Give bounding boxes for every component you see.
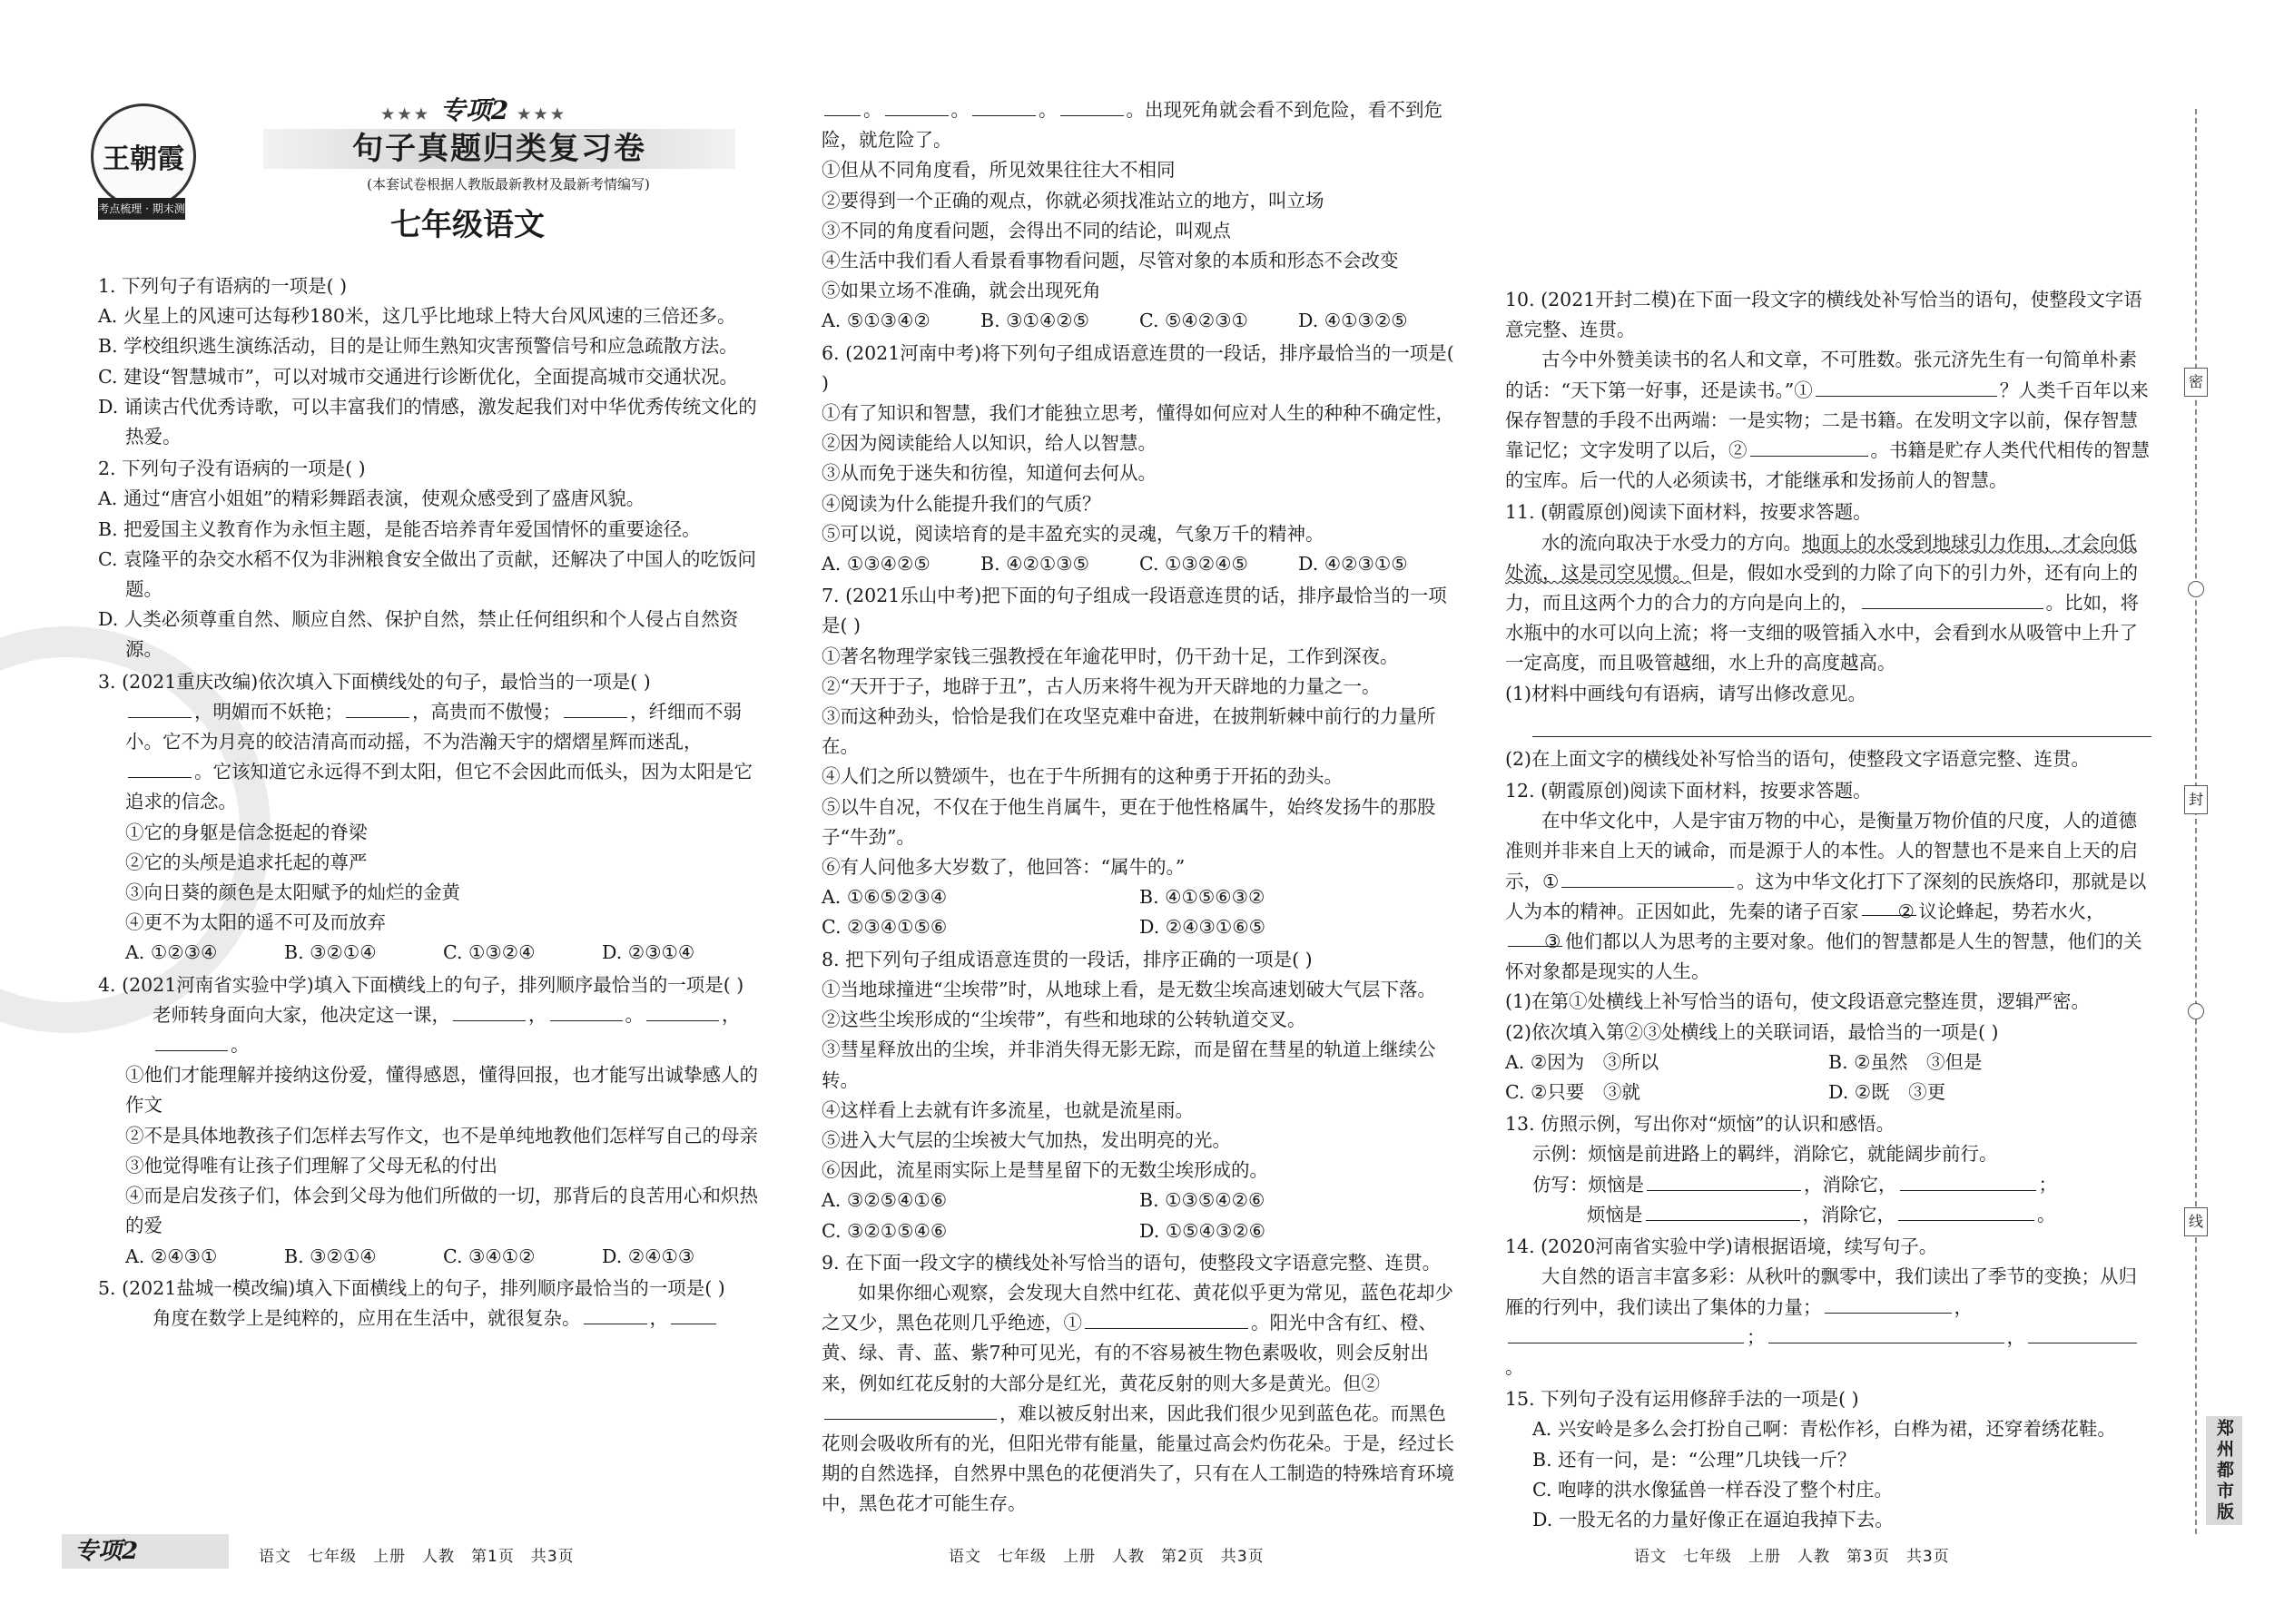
q7-options-row2	[822, 912, 1457, 942]
q8-option-d[interactable]: D. ①⑤④③②⑥	[1139, 1219, 1266, 1242]
q3-option-a[interactable]: A. ①②③④	[125, 941, 218, 964]
q8-sentence-4: ④这样看上去就有许多流星，也就是流星雨。	[822, 1098, 1194, 1121]
q6-option-d[interactable]: D. ④②③①⑤	[1298, 553, 1408, 576]
q7-option-b[interactable]: B. ④①⑤⑥③②	[1139, 886, 1265, 909]
q7-options-row1	[822, 882, 1457, 912]
q1-option-c: C. 建设“智慧城市”，可以对城市交通进行诊断优化，全面提高城市交通状况。	[98, 365, 738, 388]
paper-header	[82, 91, 772, 272]
q5-stem: 5. (2021盐城一模改编)填入下面横线上的句子，排列顺序最恰当的一项是( )	[98, 1276, 725, 1299]
q12-options-row1	[1505, 1048, 2151, 1078]
q7-option-c[interactable]: C. ②③④①⑤⑥	[822, 916, 948, 939]
q15-option-c[interactable]: C. 咆哮的洪水像猛兽一样吞没了整个村庄。	[1532, 1478, 1893, 1501]
binding-dashed-line	[2195, 109, 2197, 1534]
q4-stem: 4. (2021河南省实验中学)填入下面横线上的句子，排列顺序最恰当的一项是( )	[98, 973, 744, 996]
paper-title: 句子真题归类复习卷	[263, 129, 735, 169]
q7-stem: 7. (2021乐山中考)把下面的句子组成一段语意连贯的话，排序最恰当的一项是( )	[822, 585, 1447, 637]
special-label: ★★★ 专项2 ★★★	[381, 95, 568, 125]
q10-passage: 古今中外赞美读书的名人和文章，不可胜数。张元济先生有一句简单朴素的话：“天下第一好事，还是读书。”① ？人类千百年以来保存智慧的手段不出两端：一是实物；二是书籍。在发明文字以前，保存智慧靠记忆；文字发明了以后，② 。书籍是贮存人类代代相传的智慧的宝库。后一代的人必须读书，才能继承和发扬前人的智慧。	[1505, 349, 2150, 492]
q3-sentence-1: ①它的身躯是信念挺起的脊梁	[125, 821, 368, 843]
q6-option-b[interactable]: B. ④②①③⑤	[980, 553, 1089, 576]
star-icon: ★★★	[517, 105, 568, 123]
q13-fill-1: 仿写：烦恼是 ，消除它， ；	[1505, 1170, 2151, 1200]
q6-option-c[interactable]: C. ①③②④⑤	[1139, 553, 1248, 576]
column-2	[822, 95, 1457, 1520]
column-3-body	[1505, 283, 2151, 1535]
q13-fill-2: 烦恼是 ，消除它， 。	[1505, 1200, 2151, 1230]
q5-options	[822, 306, 1457, 336]
q1-option-a: A. 火星上的风速可达每秒180米，这几乎比地球上特大台风风速的三倍还多。	[98, 305, 736, 328]
q8-option-b[interactable]: B. ①③⑤④②⑥	[1139, 1189, 1265, 1212]
q11-stem: 11. (朝霞原创)阅读下面材料，按要求答题。	[1505, 501, 1872, 524]
q6-stem: 6. (2021河南中考)将下列句子组成语意连贯的一段话，排序最恰当的一项是( )	[822, 341, 1454, 394]
logo-text: 王朝霞	[103, 143, 184, 175]
q11-underlined-sentence: 地面上的水受到地球引力作用，才会向低处流，这是司空见惯。	[1505, 531, 2137, 584]
q4-option-d[interactable]: D. ②④①③	[602, 1245, 695, 1267]
q7-sentence-2: ②“天开于子，地辟于丑”，古人历来将牛视为开天辟地的力量之一。	[822, 674, 1381, 697]
q6-sentence-3: ③从而免于迷失和彷徨，知道何去何从。	[822, 462, 1157, 485]
q3-sentence-4: ④更不为太阳的遥不可及而放弃	[125, 911, 386, 934]
footer-page-3: 语文 七年级 上册 人教 第3页 共3页	[1634, 1548, 1950, 1566]
binding-seal-char: 密	[2184, 368, 2208, 397]
binding-hole-icon	[2188, 1003, 2204, 1019]
q2-stem: 2. 下列句子没有语病的一项是( )	[98, 458, 366, 480]
column-1	[98, 270, 761, 1334]
q1-option-d: D. 诵读古代优秀诗歌，可以丰富我们的情感，激发起我们对中华优秀传统文化的热爱。	[98, 395, 757, 448]
q8-option-c[interactable]: C. ③②①⑤④⑥	[822, 1219, 948, 1242]
q15-option-d[interactable]: D. 一股无名的力量好像正在逼迫我掉下去。	[1532, 1508, 1894, 1530]
q8-sentence-2: ②这些尘埃形成的“尘埃带”，有些和地球的公转轨道交叉。	[822, 1009, 1306, 1031]
q5-sentence-2: ②要得到一个正确的观点，你就必须找准站立的地方，叫立场	[822, 189, 1324, 212]
q7-sentence-4: ④人们之所以赞颂牛，也在于牛所拥有的这种勇于开拓的劲头。	[822, 765, 1343, 788]
q5-sentence-3: ③不同的角度看问题，会得出不同的结论，叫观点	[822, 219, 1231, 241]
q14-stem: 14. (2020河南省实验中学)请根据语境，续写句子。	[1505, 1235, 1938, 1258]
q4-sentence-4: ④而是启发孩子们，体会到父母为他们所做的一切，那背后的良苦用心和炽热的爱	[125, 1185, 758, 1237]
q8-stem: 8. 把下列句子组成语意连贯的一段话，排序正确的一项是( )	[822, 948, 1313, 970]
grade-title: 七年级语文	[390, 207, 545, 243]
q12-passage: 在中华文化中，人是宇宙万物的中心，是衡量万物价值的尺度，人的道德准则并非来自上天的诫命，而是源于人的本性。人的智慧也不是来自上天的启示，① 。这为中华文化打下了深刻的民族烙印，那就是以人为本的精神。正因如此，先秦的诸子百家 ② 议论蜂起，势若水火，③ 他们都以人为思考的主要对象。他们的智慧都是人生的智慧，他们的关怀对象都是现实的人生。	[1505, 810, 2147, 983]
q2-option-a: A. 通过“唐宫小姐姐”的精彩舞蹈表演，使观众感受到了盛唐风貌。	[98, 487, 645, 510]
q15-option-a[interactable]: A. 兴安岭是多么会打扮自己啊：青松作衫，白桦为裙，还穿着绣花鞋。	[1532, 1418, 2116, 1441]
q4-sentence-3: ③他觉得唯有让孩子们理解了父母无私的付出	[125, 1154, 497, 1176]
q12-option-d[interactable]: D. ②既 ③更	[1828, 1081, 1946, 1104]
q4-option-a[interactable]: A. ②④③①	[125, 1245, 218, 1267]
binding-seal-char: 线	[2184, 1207, 2208, 1236]
q5-option-c[interactable]: C. ⑤④②③①	[1139, 310, 1248, 332]
q11-sub-2: (2)在上面文字的横线处补写恰当的语句，使整段文字语意完整、连贯。	[1505, 747, 2091, 770]
q2-option-b: B. 把爱国主义教育作为永恒主题，是能否培养青年爱国情怀的重要途径。	[98, 517, 701, 540]
q3-options	[98, 938, 761, 968]
q8-option-a[interactable]: A. ③②⑤④①⑥	[822, 1189, 948, 1212]
q2-option-d: D. 人类必须尊重自然、顺应自然、保护自然，禁止任何组织和个人侵占自然资源。	[98, 608, 739, 661]
q9-stem: 9. 在下面一段文字的横线处补写恰当的语句，使整段文字语意完整、连贯。	[822, 1251, 1442, 1274]
paper-subtitle: (本套试卷根据人教版最新教材及最新考情编写)	[367, 176, 650, 192]
q5-option-a[interactable]: A. ⑤①③④②	[822, 310, 930, 332]
q8-sentence-3: ③彗星释放出的尘埃，并非消失得无影无踪，而是留在彗星的轨道上继续公转。	[822, 1038, 1436, 1091]
q6-options	[822, 549, 1457, 579]
logo-ribbon: 考点梳理 · 期末测试	[98, 198, 185, 220]
q5-sentence-4: ④生活中我们看人看景看事物看问题，尽管对象的本质和形态不会改变	[822, 250, 1399, 272]
binding-seal-char: 封	[2184, 785, 2208, 814]
q6-sentence-5: ⑤可以说，阅读培育的是丰盈充实的灵魂，气象万千的精神。	[822, 522, 1324, 545]
q8-sentence-6: ⑥因此，流星雨实际上是彗星留下的无数尘埃形成的。	[822, 1159, 1268, 1182]
q12-sub-1: (1)在第①处横线上补写恰当的语句，使文段语意完整连贯，逻辑严密。	[1505, 990, 2091, 1013]
q12-stem: 12. (朝霞原创)阅读下面材料，按要求答题。	[1505, 780, 1872, 802]
footer-page-1: 语文 七年级 上册 人教 第1页 共3页	[259, 1548, 575, 1566]
q11-answer-line[interactable]	[1532, 711, 2151, 737]
q15-stem: 15. 下列句子没有运用修辞手法的一项是( )	[1505, 1388, 1859, 1411]
q12-option-a[interactable]: A. ②因为 ③所以	[1505, 1050, 1659, 1073]
q9-passage: 如果你细心观察，会发现大自然中红花、黄花似乎更为常见，蓝色花却少之又少，黑色花则几乎绝迹，① 。阳光中含有红、橙、黄、绿、青、蓝、紫7种可见光，有的不容易被生物色素吸收，则会反射出来，例如红花反射的大部分是红光，黄花反射的则大多是黄光。但②，难以被反射出来，因此我们很少见到蓝色花。而黑色花则会吸收所有的光，但阳光带有能量，能量过高会灼伤花朵。于是，经过长期的自然选择，自然界中黑色的花便消失了，只有在人工制造的特殊培育环境中，黑色花才可能生存。	[822, 1281, 1454, 1515]
q6-sentence-1: ①有了知识和智慧，我们才能独立思考，懂得如何应对人生的种种不确定性，	[822, 402, 1454, 425]
q5-sentence-5: ⑤如果立场不准确，就会出现死角	[822, 280, 1101, 302]
q7-option-d[interactable]: D. ②④③①⑥⑤	[1139, 916, 1266, 939]
q12-sub-2: (2)依次填入第②③处横线上的关联词语，最恰当的一项是( )	[1505, 1020, 1999, 1043]
q12-options-row2	[1505, 1078, 2151, 1107]
q1-option-b: B. 学校组织逃生演练活动，目的是让师生熟知灾害预警信号和应急疏散方法。	[98, 335, 738, 358]
q8-options-row2	[822, 1216, 1457, 1246]
q6-option-a[interactable]: A. ①③④②⑤	[822, 553, 930, 576]
q7-option-a[interactable]: A. ①⑥⑤②③④	[822, 886, 948, 909]
edition-label: 郑州都市版	[2206, 1416, 2242, 1525]
q5-option-b[interactable]: B. ③①④②⑤	[980, 310, 1089, 332]
q4-lead: 老师转身面向大家，他决定这一课， ， 。 ，。	[98, 1000, 761, 1060]
binding-hole-icon	[2188, 581, 2204, 597]
q4-sentence-2: ②不是具体地教孩子们怎样去写作文，也不是单纯地教他们怎样写自己的母亲	[125, 1124, 758, 1147]
q3-option-c[interactable]: C. ①③②④	[443, 941, 536, 964]
publisher-logo	[91, 103, 196, 209]
q11-sub-1: (1)材料中画线句有语病，请写出修改意见。	[1505, 682, 1867, 704]
q8-sentence-5: ⑤进入大气层的尘埃被大气加热，发出明亮的光。	[822, 1128, 1231, 1151]
q7-sentence-6: ⑥有人问他多大岁数了，他回答：“属牛的。”	[822, 856, 1186, 879]
q7-sentence-5: ⑤以牛自况，不仅在于他生肖属牛，更在于他性格属牛，始终发扬牛的那股子“牛劲”。	[822, 795, 1436, 848]
q10-stem: 10. (2021开封二模)在下面一段文字的横线处补写恰当的语句，使整段文字语意完整、连贯。	[1505, 289, 2142, 341]
footer-page-2: 语文 七年级 上册 人教 第2页 共3页	[949, 1548, 1265, 1566]
q3-sentence-3: ③向日葵的颜色是太阳赋予的灿烂的金黄	[125, 881, 460, 904]
q2-option-c: C. 袁隆平的杂交水稻不仅为非洲粮食安全做出了贡献，还解决了中国人的吃饭问题。	[98, 547, 756, 601]
star-icon: ★★★	[381, 105, 432, 123]
q13-example: 示例：烦恼是前进路上的羁绊，消除它，就能阔步前行。	[1532, 1143, 1998, 1166]
q12-option-c[interactable]: C. ②只要 ③就	[1505, 1081, 1640, 1104]
q13-stem: 13. 仿照示例，写出你对“烦恼”的认识和感悟。	[1505, 1113, 1895, 1136]
q3-sentence-2: ②它的头颅是追求托起的尊严	[125, 851, 368, 873]
q4-options	[98, 1242, 761, 1272]
q6-sentence-4: ④阅读为什么能提升我们的气质？	[822, 492, 1101, 515]
q5-sentence-1: ①但从不同角度看，所见效果往往大不相同	[822, 159, 1176, 182]
q5-continue: 。 。 。 。出现死角就会看不到危险，看不到危险，就危险了。	[822, 95, 1457, 155]
q7-sentence-1: ①著名物理学家钱三强教授在年逾花甲时，仍干劲十足，工作到深夜。	[822, 645, 1399, 667]
footer-special-tag: 专项2	[62, 1534, 229, 1569]
q7-sentence-3: ③而这种劲头，恰恰是我们在攻坚克难中奋进，在披荆斩棘中前行的力量所在。	[822, 705, 1436, 758]
q5-option-d[interactable]: D. ④①③②⑤	[1298, 310, 1408, 332]
q3-option-d[interactable]: D. ②③①④	[602, 941, 695, 964]
q4-option-b[interactable]: B. ③②①④	[284, 1245, 377, 1267]
q14-passage: 大自然的语言丰富多彩：从秋叶的飘零中，我们读出了季节的变换；从归雁的行列中，我们读出了集体的力量； ，； ，。	[1505, 1265, 2137, 1378]
q15-option-b[interactable]: B. 还有一问，是：“公理”几块钱一斤？	[1532, 1448, 1856, 1471]
q3-passage: ，明媚而不妖艳； ，高贵而不傲慢； ，纤细而不弱小。它不为月亮的皎洁清高而动摇，不为浩瀚天宇的熠熠星辉而迷乱，。它该知道它永远得不到太阳，但它不会因此而低头，因为太阳是它追求的信念。	[98, 697, 761, 818]
q4-option-c[interactable]: C. ③④①②	[443, 1245, 536, 1267]
q3-stem: 3. (2021重庆改编)依次填入下面横线处的句子，最恰当的一项是( )	[98, 670, 651, 693]
q4-sentence-1: ①他们才能理解并接纳这份爱，懂得感恩，懂得回报，也才能写出诚挚感人的作文	[125, 1064, 758, 1117]
q6-sentence-2: ②因为阅读能给人以知识，给人以智慧。	[822, 432, 1157, 455]
q8-options-row1	[822, 1186, 1457, 1216]
q3-option-b[interactable]: B. ③②①④	[284, 941, 377, 964]
q12-option-b[interactable]: B. ②虽然 ③但是	[1828, 1050, 1983, 1073]
q5-lead: 角度在数学上是纯粹的，应用在生活中，就很复杂。 ，	[98, 1304, 761, 1334]
q11-passage: 水的流向取决于水受力的方向。地面上的水受到地球引力作用，才会向低处流，这是司空见惯。但是，假如水受到的力除了向下的引力外，还有向上的力，而且这两个力的合力的方向是向上的， 。比如，将水瓶中的水可以向上流；将一支细的吸管插入水中，会看到水从吸管中上升了一定高度，而且吸管越细，水上升的高度越高。	[1505, 531, 2139, 674]
q1-stem: 1. 下列句子有语病的一项是( )	[98, 275, 348, 297]
q8-sentence-1: ①当地球撞进“尘埃带”时，从地球上看，是无数尘埃高速划破大气层下落。	[822, 978, 1436, 1000]
